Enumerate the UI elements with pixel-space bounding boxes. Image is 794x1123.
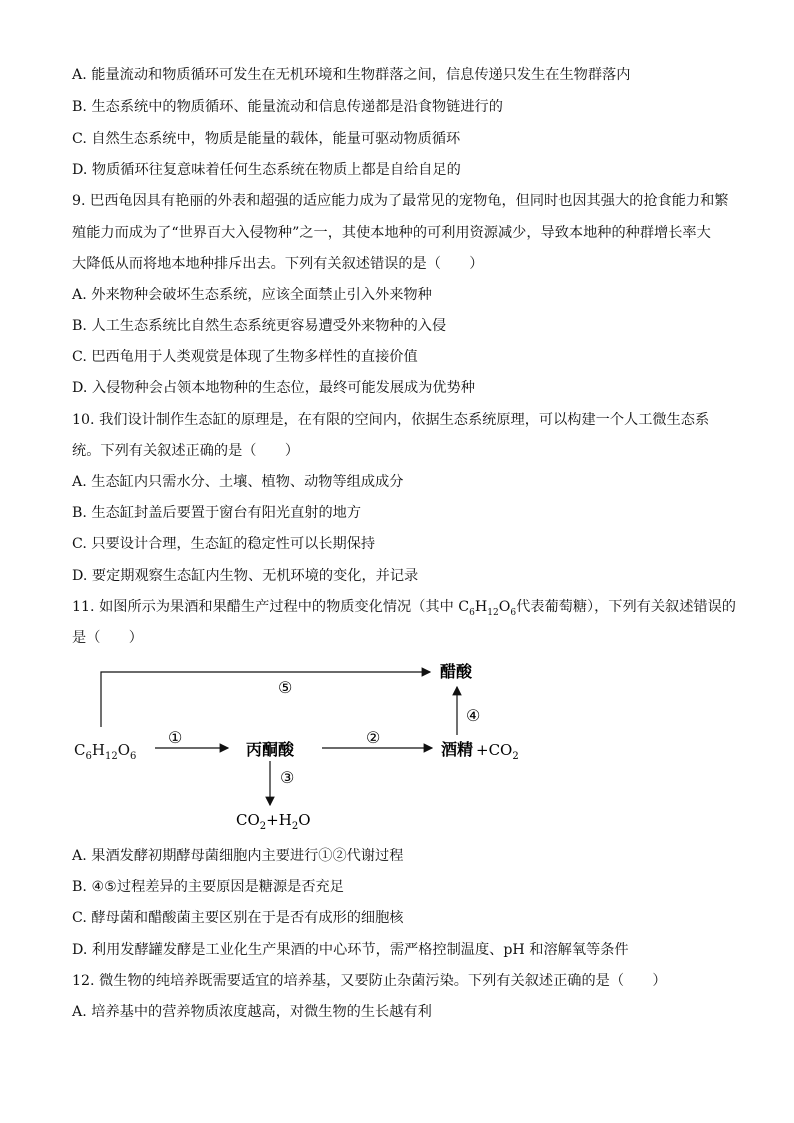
question-10-line-1: 10. 我们设计制作生态缸的原理是，在有限的空间内，依据生态系统原理，可以构建一个人工微生态系 (72, 412, 710, 428)
option-9b: B. 人工生态系统比自然生态系统更容易遭受外来物种的入侵 (72, 318, 447, 334)
option-8d: D. 物质循环往复意味着任何生态系统在物质上都是自给自足的 (72, 162, 461, 178)
option-8b: B. 生态系统中的物质循环、能量流动和信息传递都是沿食物链进行的 (72, 99, 503, 115)
option-10a: A. 生态缸内只需水分、土壤、植物、动物等组成成分 (72, 474, 404, 490)
option-10c: C. 只要设计合理，生态缸的稳定性可以长期保持 (72, 536, 376, 552)
option-10d: D. 要定期观察生态缸内生物、无机环境的变化，并记录 (72, 568, 419, 584)
alcohol-co2-label: $+CO_2$ (476, 741, 519, 762)
question-9-line-2: 殖能力而成为了“世界百大入侵物种”之一，其使本地种的可利用资源减少，导致本地种的种群增长率大 (72, 225, 711, 241)
alcohol-label: 酒精 (441, 740, 474, 759)
option-9a: A. 外来物种会破坏生态系统，应该全面禁止引入外来物种 (72, 287, 432, 303)
option-11c: C. 酵母菌和醋酸菌主要区别在于是否有成形的细胞核 (72, 910, 404, 926)
step-1-label: ① (168, 728, 183, 747)
option-12a: A. 培养基中的营养物质浓度越高，对微生物的生长越有利 (72, 1004, 432, 1020)
question-9-line-3: 大降低从而将地本地种排斥出去。下列有关叙述错误的是（ ） (72, 256, 484, 272)
question-11-line-2: 是（ ） (72, 630, 143, 646)
option-11d: D. 利用发酵罐发酵是工业化生产果酒的中心环节，需严格控制温度、pH 和溶解氧等条件 (72, 942, 629, 958)
question-10-line-2: 统。下列有关叙述正确的是（ ） (72, 443, 300, 459)
vinegar-label: 醋酸 (440, 662, 473, 681)
option-11b: B. ④⑤过程差异的主要原因是糖源是否充足 (72, 879, 344, 895)
option-9d: D. 入侵物种会占领本地物种的生态位，最终可能发展成为优势种 (72, 380, 475, 396)
option-11a: A. 果酒发酵初期酵母菌细胞内主要进行①②代谢过程 (72, 848, 404, 864)
fermentation-diagram (60, 655, 580, 840)
arrow-step-5 (101, 672, 430, 727)
step-3-label: ③ (280, 768, 295, 787)
glucose-label: $C_6H_{12}O_6$ (74, 741, 137, 762)
option-8c: C. 自然生态系统中，物质是能量的载体，能量可驱动物质循环 (72, 131, 461, 147)
question-9-line-1: 9. 巴西龟因具有艳丽的外表和超强的适应能力成为了最常见的宠物龟，但同时也因其强大的抢食能力和繁 (72, 193, 729, 209)
pyruvate-label: 丙酮酸 (246, 740, 295, 759)
option-9c: C. 巴西龟用于人类观赏是体现了生物多样性的直接价值 (72, 349, 418, 365)
co2-water-label: $CO_2+H_2O$ (236, 811, 311, 832)
step-4-label: ④ (466, 706, 481, 725)
step-5-label: ⑤ (278, 678, 293, 697)
question-12-line-1: 12. 微生物的纯培养既需要适宜的培养基，又要防止杂菌污染。下列有关叙述正确的是（ ） (72, 973, 667, 989)
option-8a: A. 能量流动和物质循环可发生在无机环境和生物群落之间，信息传递只发生在生物群落内 (72, 67, 631, 83)
question-11-line-1: 11. 如图所示为果酒和果醋生产过程中的物质变化情况（其中 $C_6H_{12}O_6$代表葡萄糖），下列有关叙述错误的 (72, 599, 736, 618)
option-10b: B. 生态缸封盖后要置于窗台有阳光直射的地方 (72, 505, 362, 521)
step-2-label: ② (366, 728, 381, 747)
